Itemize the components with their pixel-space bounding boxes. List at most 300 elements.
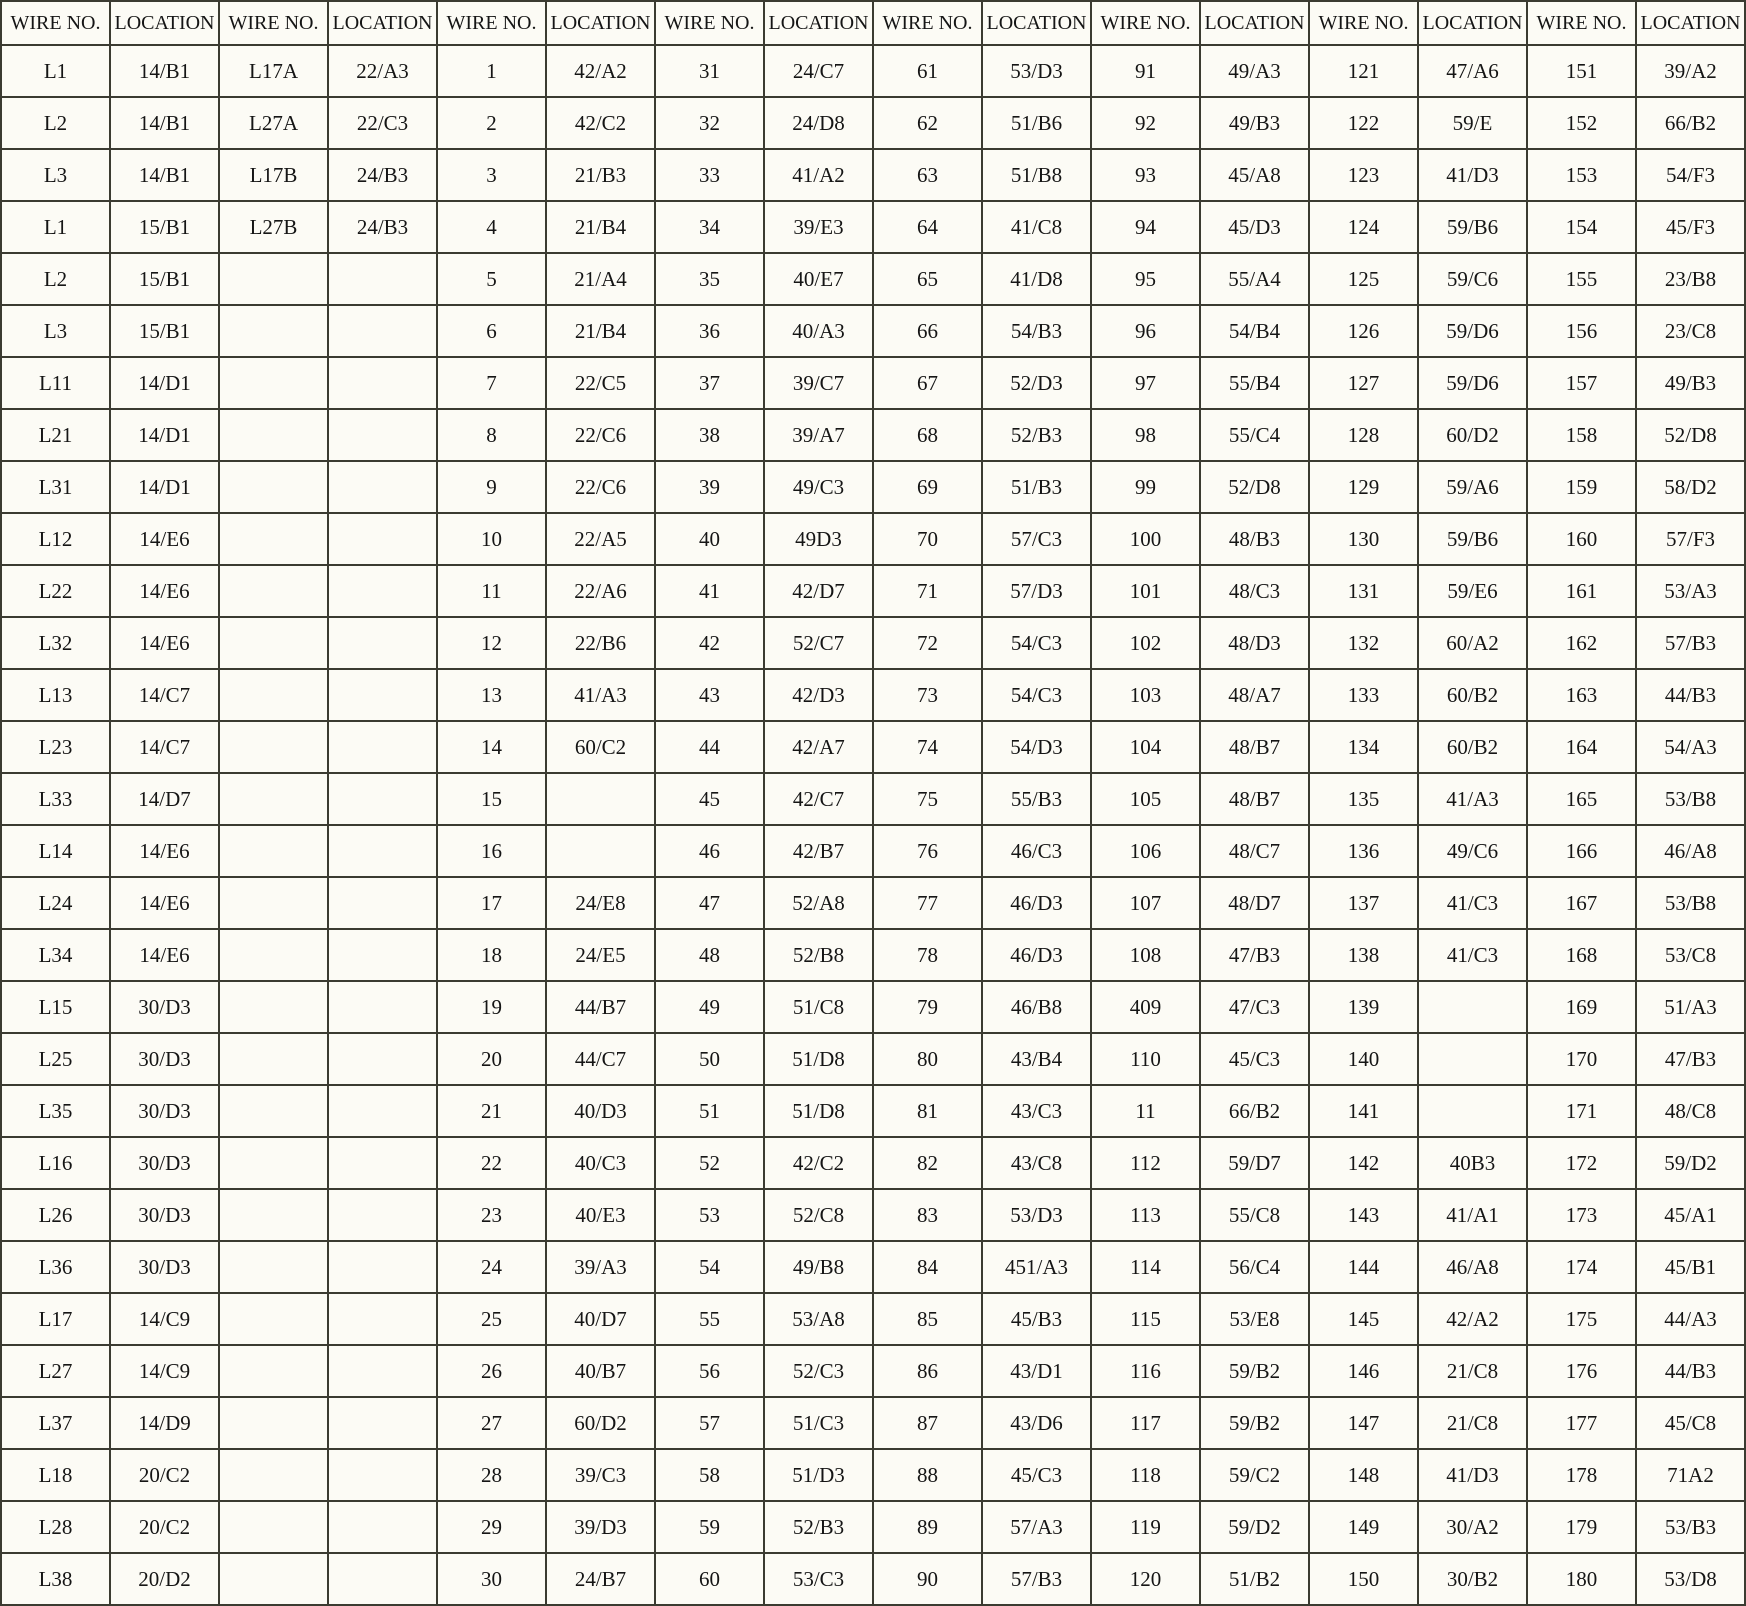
location-cell: 59/C2 (1200, 1449, 1309, 1501)
location-cell: 46/A8 (1418, 1241, 1527, 1293)
wire-no-cell: 20 (437, 1033, 546, 1085)
wire-no-cell: 146 (1309, 1345, 1418, 1397)
wire-no-cell: L25 (1, 1033, 110, 1085)
wire-no-cell: 168 (1527, 929, 1636, 981)
wire-no-cell: 126 (1309, 305, 1418, 357)
wire-no-cell: 121 (1309, 45, 1418, 97)
table-row (1, 305, 1745, 357)
header-location: LOCATION (110, 1, 219, 45)
location-cell: 40/D3 (546, 1085, 655, 1137)
wire-no-cell: 4 (437, 201, 546, 253)
location-cell: 49/A3 (1200, 45, 1309, 97)
location-cell: 48/C8 (1636, 1085, 1745, 1137)
location-cell: 21/B3 (546, 149, 655, 201)
location-cell: 59/D2 (1200, 1501, 1309, 1553)
location-cell: 45/C8 (1636, 1397, 1745, 1449)
wire-no-cell: 131 (1309, 565, 1418, 617)
wire-no-cell: 39 (655, 461, 764, 513)
location-cell: 51/A3 (1636, 981, 1745, 1033)
wire-no-cell: 114 (1091, 1241, 1200, 1293)
wire-no-cell: 180 (1527, 1553, 1636, 1605)
location-cell: 54/F3 (1636, 149, 1745, 201)
location-cell: 60/B2 (1418, 721, 1527, 773)
location-cell: 51/D8 (764, 1085, 873, 1137)
wire-no-cell: 132 (1309, 617, 1418, 669)
location-cell: 41/D8 (982, 253, 1091, 305)
wire-no-cell: 51 (655, 1085, 764, 1137)
wire-no-cell: L31 (1, 461, 110, 513)
location-cell: 30/D3 (110, 1137, 219, 1189)
location-cell: 48/C3 (1200, 565, 1309, 617)
location-cell: 42/B7 (764, 825, 873, 877)
location-cell: 40/A3 (764, 305, 873, 357)
location-cell: 15/B1 (110, 253, 219, 305)
wire-no-cell: 135 (1309, 773, 1418, 825)
wire-no-cell (219, 357, 328, 409)
wire-no-cell: 18 (437, 929, 546, 981)
location-cell: 45/C3 (982, 1449, 1091, 1501)
wire-no-cell: 87 (873, 1397, 982, 1449)
wire-no-cell: 128 (1309, 409, 1418, 461)
location-cell: 52/D8 (1200, 461, 1309, 513)
wire-no-cell (219, 1449, 328, 1501)
location-cell: 54/A3 (1636, 721, 1745, 773)
location-cell: 39/C7 (764, 357, 873, 409)
wire-no-cell: 62 (873, 97, 982, 149)
location-cell: 14/E6 (110, 877, 219, 929)
location-cell: 51/C8 (764, 981, 873, 1033)
location-cell (328, 409, 437, 461)
wire-no-cell: 78 (873, 929, 982, 981)
location-cell: 59/D6 (1418, 357, 1527, 409)
wire-no-cell: 1 (437, 45, 546, 97)
wire-no-cell: 108 (1091, 929, 1200, 981)
wire-no-cell (219, 1501, 328, 1553)
wire-no-cell: L13 (1, 669, 110, 721)
wire-no-cell: 116 (1091, 1345, 1200, 1397)
wire-no-cell: 56 (655, 1345, 764, 1397)
location-cell: 52/C7 (764, 617, 873, 669)
wire-no-cell (219, 929, 328, 981)
location-cell (328, 929, 437, 981)
wire-no-cell: 107 (1091, 877, 1200, 929)
wire-no-cell: 174 (1527, 1241, 1636, 1293)
wire-no-cell: 153 (1527, 149, 1636, 201)
location-cell: 22/B6 (546, 617, 655, 669)
location-cell: 23/C8 (1636, 305, 1745, 357)
wire-no-cell: 77 (873, 877, 982, 929)
location-cell: 41/A2 (764, 149, 873, 201)
table-row (1, 1189, 1745, 1241)
location-cell: 49/B3 (1200, 97, 1309, 149)
header-wire-no: WIRE NO. (1, 1, 110, 45)
wire-no-cell: 155 (1527, 253, 1636, 305)
wire-no-cell: 157 (1527, 357, 1636, 409)
wire-no-cell: 11 (1091, 1085, 1200, 1137)
location-cell: 59/E (1418, 97, 1527, 149)
wire-no-cell: 99 (1091, 461, 1200, 513)
location-cell: 14/C7 (110, 721, 219, 773)
wire-no-cell (219, 409, 328, 461)
location-cell: 52/C8 (764, 1189, 873, 1241)
wire-no-cell: L15 (1, 981, 110, 1033)
wire-no-cell: 138 (1309, 929, 1418, 981)
wire-no-cell: 8 (437, 409, 546, 461)
wire-no-cell: L1 (1, 201, 110, 253)
wire-no-cell: 149 (1309, 1501, 1418, 1553)
location-cell: 59/D6 (1418, 305, 1527, 357)
wire-no-cell: 22 (437, 1137, 546, 1189)
location-cell: 14/B1 (110, 149, 219, 201)
wire-no-cell (219, 1033, 328, 1085)
table-row (1, 1553, 1745, 1605)
wire-no-cell: 154 (1527, 201, 1636, 253)
wire-no-cell (219, 1189, 328, 1241)
wire-no-cell: L17B (219, 149, 328, 201)
wire-no-cell: 53 (655, 1189, 764, 1241)
location-cell: 55/B4 (1200, 357, 1309, 409)
wire-no-cell: 67 (873, 357, 982, 409)
location-cell: 59/B6 (1418, 513, 1527, 565)
location-cell (1418, 1085, 1527, 1137)
location-cell: 59/C6 (1418, 253, 1527, 305)
wire-no-cell: 150 (1309, 1553, 1418, 1605)
location-cell: 39/E3 (764, 201, 873, 253)
wire-no-cell: 12 (437, 617, 546, 669)
wire-no-cell: 36 (655, 305, 764, 357)
wire-no-cell: 105 (1091, 773, 1200, 825)
location-cell (1418, 1033, 1527, 1085)
location-cell: 42/A2 (1418, 1293, 1527, 1345)
header-wire-no: WIRE NO. (655, 1, 764, 45)
wire-no-cell: 6 (437, 305, 546, 357)
location-cell: 53/B3 (1636, 1501, 1745, 1553)
location-cell: 22/C6 (546, 409, 655, 461)
location-cell: 60/D2 (546, 1397, 655, 1449)
wire-no-cell: 152 (1527, 97, 1636, 149)
wire-no-cell: L12 (1, 513, 110, 565)
table-row (1, 513, 1745, 565)
wire-no-cell (219, 1241, 328, 1293)
location-cell (328, 513, 437, 565)
location-cell: 48/D7 (1200, 877, 1309, 929)
wire-no-cell: 40 (655, 513, 764, 565)
table-row (1, 97, 1745, 149)
wire-no-cell: 73 (873, 669, 982, 721)
wire-no-cell: 83 (873, 1189, 982, 1241)
location-cell: 22/A3 (328, 45, 437, 97)
wire-no-cell: 69 (873, 461, 982, 513)
location-cell: 48/C7 (1200, 825, 1309, 877)
table-row (1, 409, 1745, 461)
wire-no-cell (219, 305, 328, 357)
wire-no-cell: L38 (1, 1553, 110, 1605)
wire-no-cell: 103 (1091, 669, 1200, 721)
wire-no-cell: 113 (1091, 1189, 1200, 1241)
location-cell: 48/A7 (1200, 669, 1309, 721)
location-cell: 40/E3 (546, 1189, 655, 1241)
wire-no-cell: 101 (1091, 565, 1200, 617)
wire-no-cell: 48 (655, 929, 764, 981)
location-cell: 57/B3 (1636, 617, 1745, 669)
location-cell: 30/A2 (1418, 1501, 1527, 1553)
location-cell: 45/F3 (1636, 201, 1745, 253)
wire-no-cell: L23 (1, 721, 110, 773)
header-location: LOCATION (1200, 1, 1309, 45)
location-cell: 21/C8 (1418, 1397, 1527, 1449)
location-cell: 44/B7 (546, 981, 655, 1033)
header-wire-no: WIRE NO. (1309, 1, 1418, 45)
wire-no-cell: 80 (873, 1033, 982, 1085)
wire-no-cell: 71 (873, 565, 982, 617)
location-cell: 30/D3 (110, 1189, 219, 1241)
wire-no-cell: 88 (873, 1449, 982, 1501)
wire-no-cell: 45 (655, 773, 764, 825)
wire-no-cell: 44 (655, 721, 764, 773)
location-cell: 51/B2 (1200, 1553, 1309, 1605)
location-cell: 14/D1 (110, 357, 219, 409)
location-cell: 22/A5 (546, 513, 655, 565)
table-row (1, 149, 1745, 201)
wire-no-cell: 165 (1527, 773, 1636, 825)
table-row (1, 45, 1745, 97)
location-cell: 22/C6 (546, 461, 655, 513)
location-cell: 22/C5 (546, 357, 655, 409)
location-cell (328, 825, 437, 877)
wire-no-cell: 27 (437, 1397, 546, 1449)
location-cell (328, 1033, 437, 1085)
wire-no-cell (219, 669, 328, 721)
wire-no-cell: 166 (1527, 825, 1636, 877)
wire-no-cell: L18 (1, 1449, 110, 1501)
location-cell: 48/B7 (1200, 721, 1309, 773)
location-cell: 23/B8 (1636, 253, 1745, 305)
location-cell: 39/C3 (546, 1449, 655, 1501)
location-cell: 57/D3 (982, 565, 1091, 617)
wire-no-cell: 11 (437, 565, 546, 617)
location-cell: 21/A4 (546, 253, 655, 305)
location-cell: 14/C9 (110, 1293, 219, 1345)
wire-no-cell: 35 (655, 253, 764, 305)
location-cell (328, 981, 437, 1033)
location-cell: 41/A3 (546, 669, 655, 721)
location-cell (328, 721, 437, 773)
location-cell: 46/D3 (982, 877, 1091, 929)
wire-no-cell (219, 1293, 328, 1345)
header-wire-no: WIRE NO. (1527, 1, 1636, 45)
location-cell: 24/D8 (764, 97, 873, 149)
location-cell (328, 1137, 437, 1189)
wire-no-cell: 151 (1527, 45, 1636, 97)
location-cell: 54/B3 (982, 305, 1091, 357)
location-cell: 53/B8 (1636, 877, 1745, 929)
wire-no-cell (219, 1085, 328, 1137)
wire-no-cell: 175 (1527, 1293, 1636, 1345)
wire-no-cell (219, 981, 328, 1033)
table-row (1, 253, 1745, 305)
wire-no-cell: 31 (655, 45, 764, 97)
location-cell: 42/A7 (764, 721, 873, 773)
wire-no-cell: L3 (1, 149, 110, 201)
location-cell: 14/D9 (110, 1397, 219, 1449)
location-cell: 40/B7 (546, 1345, 655, 1397)
wire-no-cell: L36 (1, 1241, 110, 1293)
location-cell: 53/D3 (982, 1189, 1091, 1241)
wire-no-cell: 148 (1309, 1449, 1418, 1501)
location-cell: 52/B3 (982, 409, 1091, 461)
wire-no-cell: 133 (1309, 669, 1418, 721)
location-cell: 43/C8 (982, 1137, 1091, 1189)
wire-no-cell: L11 (1, 357, 110, 409)
location-cell: 14/C7 (110, 669, 219, 721)
wire-no-cell: 137 (1309, 877, 1418, 929)
location-cell: 30/B2 (1418, 1553, 1527, 1605)
location-cell: 15/B1 (110, 305, 219, 357)
location-cell: 49D3 (764, 513, 873, 565)
wire-no-cell: 167 (1527, 877, 1636, 929)
wire-no-cell: 54 (655, 1241, 764, 1293)
location-cell: 59/B2 (1200, 1397, 1309, 1449)
wire-no-cell: 29 (437, 1501, 546, 1553)
location-cell: 71A2 (1636, 1449, 1745, 1501)
location-cell: 47/C3 (1200, 981, 1309, 1033)
table-row (1, 877, 1745, 929)
wire-no-cell: 178 (1527, 1449, 1636, 1501)
table-body (1, 45, 1745, 1605)
wire-no-cell: 129 (1309, 461, 1418, 513)
wire-no-cell (219, 617, 328, 669)
location-cell (328, 565, 437, 617)
wire-no-cell: 119 (1091, 1501, 1200, 1553)
location-cell: 53/C3 (764, 1553, 873, 1605)
wire-no-cell: 30 (437, 1553, 546, 1605)
wire-no-cell: L2 (1, 97, 110, 149)
location-cell: 52/D3 (982, 357, 1091, 409)
wire-no-cell: L2 (1, 253, 110, 305)
wire-no-cell: 57 (655, 1397, 764, 1449)
wire-no-cell: 60 (655, 1553, 764, 1605)
wire-no-cell: 55 (655, 1293, 764, 1345)
location-cell: 57/C3 (982, 513, 1091, 565)
location-cell: 14/E6 (110, 617, 219, 669)
table-row (1, 565, 1745, 617)
location-cell: 41/A1 (1418, 1189, 1527, 1241)
location-cell: 45/B3 (982, 1293, 1091, 1345)
table-header (1, 1, 1745, 45)
wire-no-cell: 14 (437, 721, 546, 773)
wire-no-cell: 141 (1309, 1085, 1418, 1137)
wire-no-cell: 140 (1309, 1033, 1418, 1085)
wire-no-cell: 118 (1091, 1449, 1200, 1501)
wire-no-cell: 163 (1527, 669, 1636, 721)
location-cell: 45/C3 (1200, 1033, 1309, 1085)
location-cell: 40B3 (1418, 1137, 1527, 1189)
location-cell (328, 305, 437, 357)
wire-no-cell: 164 (1527, 721, 1636, 773)
location-cell: 44/A3 (1636, 1293, 1745, 1345)
wire-no-cell: 41 (655, 565, 764, 617)
location-cell: 43/D6 (982, 1397, 1091, 1449)
wire-no-cell: 123 (1309, 149, 1418, 201)
location-cell: 30/D3 (110, 1085, 219, 1137)
wire-no-cell: 172 (1527, 1137, 1636, 1189)
wire-no-cell (219, 1345, 328, 1397)
wire-no-cell: 94 (1091, 201, 1200, 253)
table-row (1, 1137, 1745, 1189)
location-cell: 51/C3 (764, 1397, 873, 1449)
location-cell: 53/D3 (982, 45, 1091, 97)
location-cell: 14/D1 (110, 461, 219, 513)
location-cell: 45/A1 (1636, 1189, 1745, 1241)
wire-no-cell: L28 (1, 1501, 110, 1553)
wire-no-cell: 169 (1527, 981, 1636, 1033)
location-cell: 59/B2 (1200, 1345, 1309, 1397)
location-cell: 54/C3 (982, 617, 1091, 669)
wire-no-cell (219, 1137, 328, 1189)
location-cell: 40/E7 (764, 253, 873, 305)
wire-no-cell: 33 (655, 149, 764, 201)
header-wire-no: WIRE NO. (873, 1, 982, 45)
location-cell: 46/A8 (1636, 825, 1745, 877)
wire-no-cell: L1 (1, 45, 110, 97)
wire-no-cell: 66 (873, 305, 982, 357)
wire-no-cell: 13 (437, 669, 546, 721)
table-row (1, 1449, 1745, 1501)
wire-no-cell: 409 (1091, 981, 1200, 1033)
location-cell: 55/A4 (1200, 253, 1309, 305)
wire-no-cell: L14 (1, 825, 110, 877)
wire-no-cell: 125 (1309, 253, 1418, 305)
wire-no-cell: 7 (437, 357, 546, 409)
header-location: LOCATION (764, 1, 873, 45)
wire-no-cell: 90 (873, 1553, 982, 1605)
wire-no-cell: 98 (1091, 409, 1200, 461)
location-cell: 49/B3 (1636, 357, 1745, 409)
location-cell: 58/D2 (1636, 461, 1745, 513)
table-row (1, 617, 1745, 669)
wire-no-cell: 110 (1091, 1033, 1200, 1085)
location-cell: 41/C8 (982, 201, 1091, 253)
location-cell: 59/A6 (1418, 461, 1527, 513)
wire-no-cell: 177 (1527, 1397, 1636, 1449)
location-cell: 53/C8 (1636, 929, 1745, 981)
location-cell (1418, 981, 1527, 1033)
wire-no-cell: L27 (1, 1345, 110, 1397)
location-cell: 30/D3 (110, 1241, 219, 1293)
wire-no-cell: 95 (1091, 253, 1200, 305)
wire-no-cell: 93 (1091, 149, 1200, 201)
table-row (1, 825, 1745, 877)
wire-no-cell: 96 (1091, 305, 1200, 357)
location-cell: 54/D3 (982, 721, 1091, 773)
location-cell (328, 1293, 437, 1345)
location-cell: 41/A3 (1418, 773, 1527, 825)
wire-no-cell: 46 (655, 825, 764, 877)
location-cell: 39/A2 (1636, 45, 1745, 97)
location-cell (328, 1085, 437, 1137)
wire-no-cell: 75 (873, 773, 982, 825)
location-cell: 59/E6 (1418, 565, 1527, 617)
wire-no-cell: 15 (437, 773, 546, 825)
location-cell: 56/C4 (1200, 1241, 1309, 1293)
table-row (1, 1345, 1745, 1397)
table-row (1, 357, 1745, 409)
location-cell: 20/C2 (110, 1449, 219, 1501)
location-cell: 53/E8 (1200, 1293, 1309, 1345)
wire-no-cell: 106 (1091, 825, 1200, 877)
table-row (1, 1241, 1745, 1293)
wire-no-cell: L27A (219, 97, 328, 149)
